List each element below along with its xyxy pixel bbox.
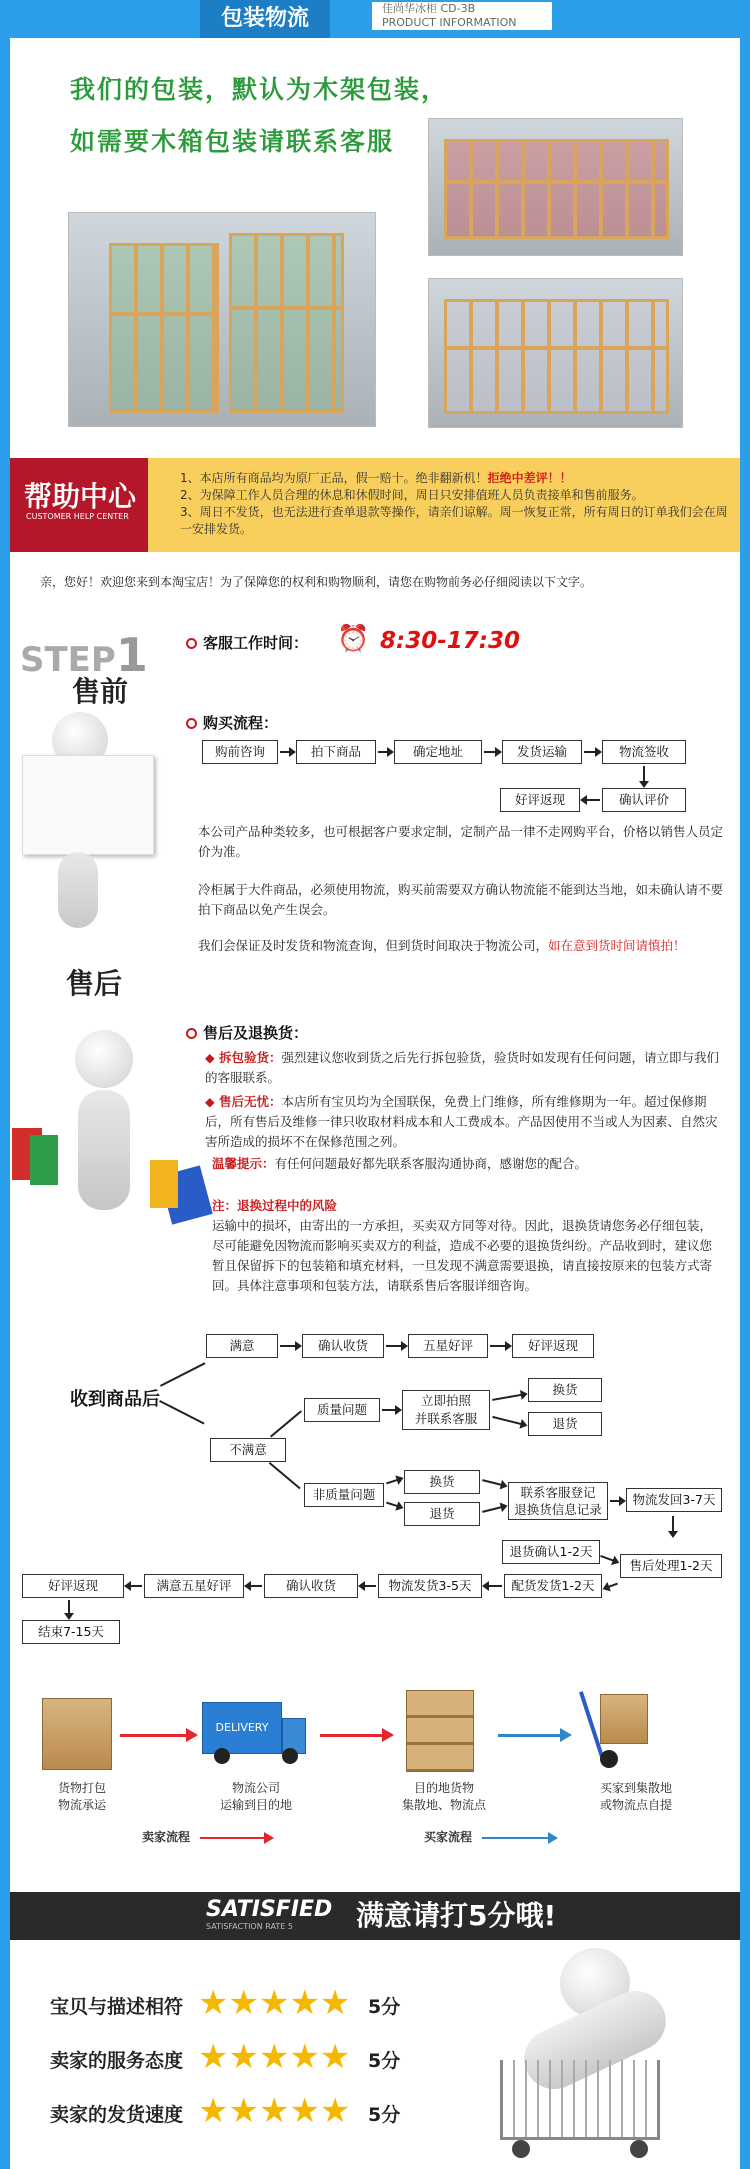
rating-label-description: 宝贝与描述相符 [50, 1996, 184, 2018]
logistics-step-3: 目的地货物 集散地、物流点 [401, 1781, 486, 1812]
purchase-paragraph-3: 我们会保证及时发货和物流查询，但到货时间取决于物流公司，如在意到货时间请慎拍！ [198, 938, 686, 953]
help-center-badge [10, 458, 148, 552]
packaging-line-1: 我们的包装，默认为木架包装， [70, 75, 449, 104]
rating-score-shipping: 5分 [368, 2104, 401, 2126]
received-five-star: 五星好评 [408, 1334, 488, 1358]
nonquality-return: 退货 [404, 1502, 480, 1526]
help-item-2: 2、为保障工作人员合理的休息和休假时间，周日只安排值班人员负责接单和售前服务。 [180, 488, 644, 502]
aftersale-item-tip: 温馨提示：有任何问题最好都先联系客服沟通协商，感谢您的配合。 [212, 1156, 588, 1171]
arrow-red [320, 1734, 386, 1737]
help-center-title: 帮助中心 [24, 480, 137, 513]
crate-shape [109, 243, 219, 413]
rating-score-description: 5分 [368, 1996, 401, 2018]
rating-stars-service[interactable]: ★★★★★ [198, 2037, 351, 2077]
delivery-truck-icon: DELIVERY [202, 1702, 282, 1754]
arrow-left-icon [246, 1585, 262, 1587]
quality-return: 退货 [528, 1412, 602, 1436]
arrow-blue [482, 1837, 550, 1839]
flow-step-shipping: 发货运输 [502, 740, 582, 764]
received-unsatisfied: 不满意 [210, 1438, 286, 1462]
purchase-paragraph-2: 冷柜属于大件商品，必须使用物流，购买前需要双方确认物流能不能到达当地，如未确认请不要拍下商品以免产生误会。 [198, 882, 724, 917]
cart-wheel-icon [512, 2140, 530, 2158]
flow-end: 结束7-15天 [22, 1620, 120, 1644]
pre-sale-label: 售前 [72, 675, 129, 708]
five-star-review: 满意五星好评 [144, 1574, 244, 1598]
arrow-right-icon [484, 751, 500, 753]
rating-stars-shipping[interactable]: ★★★★★ [198, 2091, 351, 2131]
hand-truck-box-icon [600, 1694, 648, 1744]
crate-photo-2 [428, 118, 683, 256]
blank-sign-icon [22, 755, 154, 855]
received-goods-label: 收到商品后 [70, 1389, 160, 1410]
flow-step-cashback: 好评返现 [500, 788, 580, 812]
received-cashback: 好评返现 [512, 1334, 594, 1358]
buyer-flow-label: 买家流程 [424, 1830, 473, 1844]
review-cashback: 好评返现 [22, 1574, 124, 1598]
after-sale-label: 售后 [66, 967, 123, 1000]
crate-shape [444, 299, 669, 414]
arrow-red [200, 1837, 266, 1839]
purchase-paragraph-1: 本公司产品种类较多，也可根据客户要求定制，定制产品一律不走网购平台，价格以销售人员定价为准。 [198, 824, 724, 859]
shopping-cart-icon [500, 2060, 660, 2140]
rating-label-shipping: 卖家的发货速度 [50, 2104, 184, 2126]
satisfied-en: SATISFIED [206, 1897, 333, 1922]
rating-label-service: 卖家的服务态度 [50, 2050, 184, 2072]
flow-step-signed: 物流签收 [602, 740, 686, 764]
confirm-receipt: 确认收货 [264, 1574, 358, 1598]
arrow-red [120, 1734, 190, 1737]
package-box-icon [42, 1698, 112, 1770]
alarm-clock-icon: ⏰ [337, 624, 370, 654]
shopping-bag-icon [30, 1135, 58, 1185]
step-label: STEP1 [20, 628, 148, 682]
shopping-bag-icon [150, 1160, 178, 1208]
aftersale-item-unpack: ◆ 拆包验货：强烈建议您收到货之后先行拆包验货，验货时如发现有任何问题，请立即与我们的客服联系。 [205, 1050, 719, 1085]
help-item-3: 3、周日不发货，也无法进行查单退款等操作，请亲们谅解。周一恢复正常，所有周日的订单我们会在周一安排发货。 [180, 505, 728, 536]
arrow-head-icon [382, 1728, 394, 1742]
seller-flow-label: 卖家流程 [142, 1830, 191, 1844]
cart-wheel-icon [630, 2140, 648, 2158]
non-quality-issue: 非质量问题 [304, 1483, 384, 1507]
arrow-left-icon [582, 799, 600, 801]
arrow-left-icon [484, 1585, 502, 1587]
rating-stars-description[interactable]: ★★★★★ [198, 1983, 351, 2023]
received-confirm: 确认收货 [302, 1334, 384, 1358]
arrow-down-icon [68, 1600, 70, 1618]
crate-photo-1 [68, 212, 376, 427]
after-sale-process: 售后处理1-2天 [620, 1554, 722, 1578]
packaging-line-2: 如需要木箱包装请联系客服 [70, 127, 395, 156]
arrow-right-icon [378, 751, 392, 753]
ship-back: 物流发回3-7天 [626, 1488, 722, 1512]
purchase-flow-label: 购买流程： [186, 712, 278, 733]
header-sub-info: PRODUCT INFORMATION [382, 16, 517, 29]
flow-step-consult: 购前咨询 [202, 740, 278, 764]
aftersale-item-warranty: ◆ 售后无忧：本店所有宝贝均为全国联保，免费上门维修，所有维修期为一年。超过保修期后，所有售后及维修一律只收取材料成本和人工费成本。产品因使用不当或人为因素、自然灾害所造成的损坏不在保修范围之列。 [205, 1094, 718, 1149]
arrow-down-icon [643, 766, 645, 786]
arrow-right-icon [584, 751, 600, 753]
quality-issue: 质量问题 [304, 1398, 380, 1422]
stacked-boxes-icon [406, 1690, 474, 1772]
arrow-right-icon [280, 1345, 300, 1347]
aftersale-label: 售后及退换货： [186, 1022, 308, 1043]
logistics-step-4: 买家到集散地 或物流点自提 [599, 1781, 672, 1812]
return-confirm: 退货确认1-2天 [502, 1540, 600, 1564]
arrow-right-icon [280, 751, 294, 753]
received-satisfied: 满意 [206, 1334, 278, 1358]
crate-photo-3 [428, 278, 683, 428]
truck-wheel-icon [214, 1748, 230, 1764]
bullet-icon [186, 718, 197, 729]
service-time-value: 8:30-17:30 [380, 628, 520, 654]
bullet-icon [186, 1028, 197, 1039]
take-photo-contact: 立即拍照 并联系客服 [402, 1390, 490, 1430]
logistics-step-2: 物流公司 运输到目的地 [219, 1781, 292, 1812]
greeting-text: 亲，您好！欢迎您来到本淘宝店！为了保障您的权利和购物顺利，请您在购物前务必仔细阅读以下文字。 [40, 575, 593, 589]
arrow-blue [498, 1734, 564, 1737]
arrow-right-icon [382, 1409, 400, 1411]
logistics-step-1: 货物打包 物流承运 [57, 1781, 106, 1812]
arrow-down-icon [672, 1516, 674, 1536]
arrow-head-icon [560, 1728, 572, 1742]
help-item-1: 1、本店所有商品均为原厂正品，假一赔十。绝非翻新机！拒绝中差评！！ [180, 471, 572, 485]
bullet-icon [186, 638, 197, 649]
figure-head-icon [75, 1030, 133, 1088]
arrow-left-icon [126, 1585, 142, 1587]
figure-body-icon [78, 1090, 130, 1210]
aftersale-risk-note: 注：退换过程中的风险 运输中的损坏，由寄出的一方承担，买卖双方同等对待。因此，退换货请您务必仔细包装，尽可能避免因物流而影响买卖双方的利益，造成不必要的退换货纠纷。产品收到时，建议您暂且保留拆下的包装箱和填充材料，一旦发现不满意需要退换，请直接按原来的包装方式寄回。具体注意事项和包装方法，请联系售后客服详细咨询。 [212, 1198, 713, 1293]
arrow-right-icon [386, 1345, 406, 1347]
header-subtitle [372, 2, 552, 30]
truck-wheel-icon [282, 1748, 298, 1764]
arrow-head-icon [186, 1728, 198, 1742]
quality-exchange: 换货 [528, 1378, 602, 1402]
service-time-label: 客服工作时间： [186, 632, 308, 653]
flow-step-address: 确定地址 [394, 740, 482, 764]
crate-shape [444, 139, 669, 239]
satisfied-cn: 满意请打5分哦! [356, 1899, 557, 1932]
header-sub-model: 佳尚华冰柜 CD-3B [382, 2, 476, 15]
crate-shape [229, 233, 344, 413]
deliver-goods: 配货发货1-2天 [504, 1574, 602, 1598]
ship-goods: 物流发货3-5天 [378, 1574, 482, 1598]
register-return-info: 联系客服登记 退换货信息记录 [508, 1482, 608, 1520]
header-tab: 包装物流 [200, 0, 330, 38]
satisfaction-banner [10, 1892, 740, 1940]
figure-body-icon [58, 852, 98, 928]
arrow-right-icon [610, 1500, 624, 1502]
help-center-notice [148, 458, 740, 552]
rating-score-service: 5分 [368, 2050, 401, 2072]
arrow-head-icon [264, 1832, 274, 1844]
arrow-left-icon [360, 1585, 376, 1587]
flow-step-order: 拍下商品 [296, 740, 376, 764]
nonquality-exchange: 换货 [404, 1470, 480, 1494]
flow-step-review: 确认评价 [602, 788, 686, 812]
arrow-head-icon [548, 1832, 558, 1844]
hand-truck-wheel-icon [600, 1750, 618, 1768]
help-center-subtitle: CUSTOMER HELP CENTER [26, 512, 129, 521]
arrow-right-icon [490, 1345, 510, 1347]
satisfied-en-sub: SATISFACTION RATE 5 [206, 1922, 293, 1931]
